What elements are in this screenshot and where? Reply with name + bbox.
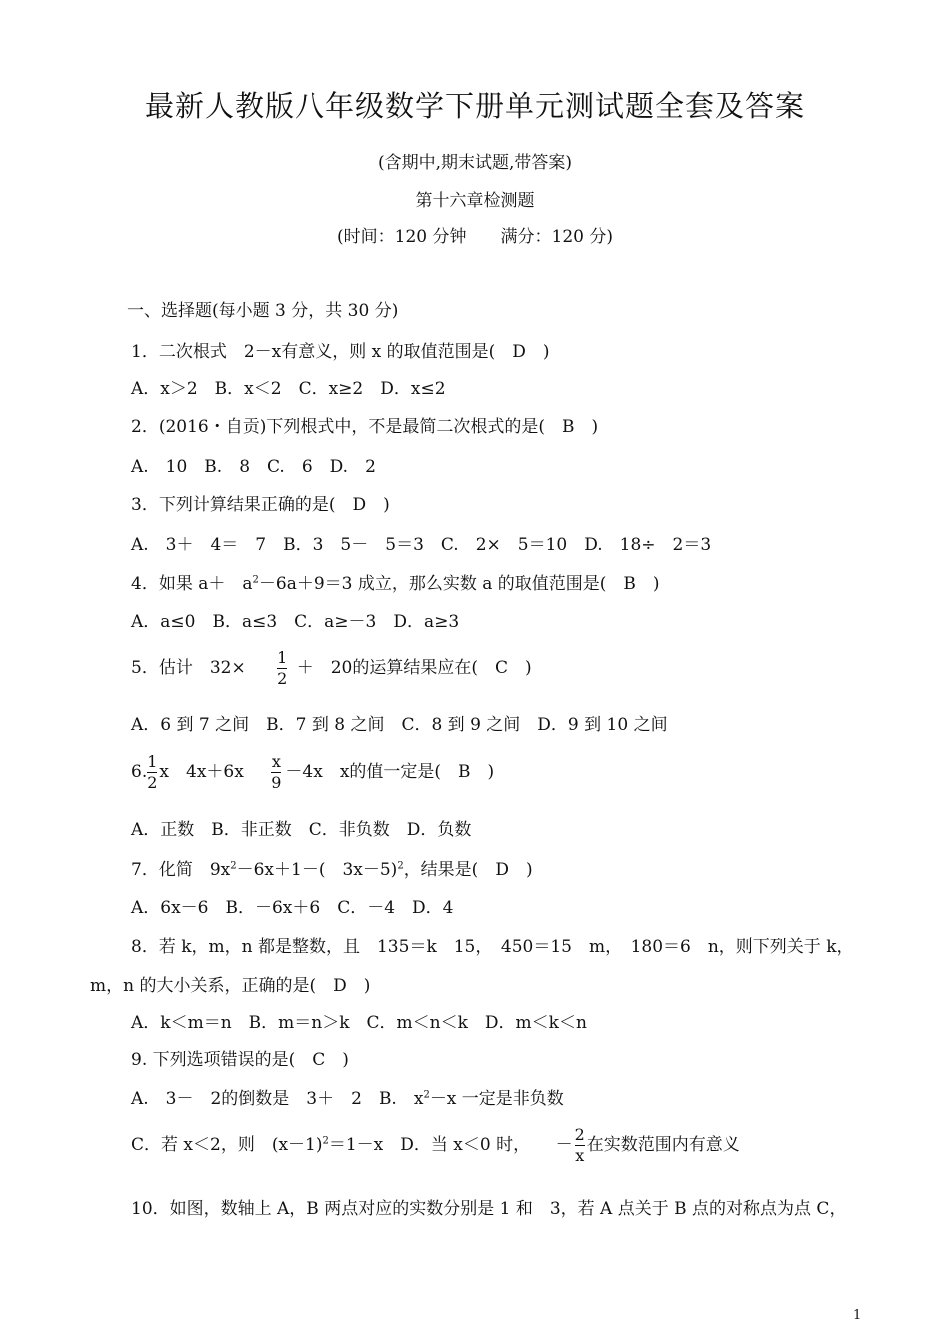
fraction-numerator: 2 bbox=[574, 1125, 585, 1144]
page-number: 1 bbox=[853, 1308, 862, 1323]
question-4-part-a: 4．如果 a＋ a bbox=[131, 574, 253, 594]
question-5-part-b: ＋ 20的运算结果应在( C ) bbox=[296, 658, 532, 678]
fraction-denominator: 2 bbox=[277, 669, 288, 688]
question-3: 3．下列计算结果正确的是( D ) bbox=[131, 495, 390, 515]
question-3-options: A. 3＋ 4＝ 7 B．3 5－ 5＝3 C. 2× 5＝10 D. 18÷ 2＝3 bbox=[131, 535, 712, 555]
question-7 bbox=[131, 855, 533, 880]
question-7-exponent-1: 2 bbox=[230, 860, 237, 872]
question-4-exponent: 2 bbox=[252, 574, 259, 586]
question-6-part-b: x 4x＋6x bbox=[159, 762, 244, 782]
fraction-denominator: 9 bbox=[271, 773, 282, 792]
fraction-numerator: 1 bbox=[277, 648, 288, 667]
question-9-option-a: A. 3－ 2的倒数是 3＋ 2 B. x bbox=[131, 1089, 424, 1109]
question-10: 10．如图，数轴上 A，B 两点对应的实数分别是 1 和 3，若 A 点关于 B 点的对称点为点 C， bbox=[131, 1199, 847, 1219]
question-5-part-a: 5．估计 32× bbox=[131, 658, 246, 678]
subtitle: (含期中,期末试题,带答案) bbox=[377, 153, 573, 173]
question-5 bbox=[131, 650, 532, 687]
question-4 bbox=[131, 569, 660, 594]
question-7-exponent-2: 2 bbox=[397, 860, 404, 872]
question-9-option-d: ＝1－x D．当 x＜0 时， － bbox=[328, 1135, 573, 1155]
fraction-numerator: x bbox=[271, 752, 281, 771]
question-6-fraction-2 bbox=[271, 754, 281, 791]
question-9-exponent: 2 bbox=[423, 1089, 430, 1101]
question-8-options: A．k＜m＝n B．m＝n＞k C．m＜n＜k D．m＜k＜n bbox=[131, 1013, 587, 1033]
question-9-option-b: －x 一定是非负数 bbox=[429, 1089, 564, 1109]
question-6-fraction-1 bbox=[147, 754, 157, 791]
question-7-part-a: 7．化简 9x bbox=[131, 860, 231, 880]
fraction-numerator: 1 bbox=[147, 752, 158, 771]
question-7-part-b: －6x＋1－( 3x－5) bbox=[236, 860, 398, 880]
fraction-denominator: x bbox=[575, 1146, 585, 1165]
question-9-option-c: C．若 x＜2，则 (x－1) bbox=[131, 1135, 323, 1155]
question-9-options-ab bbox=[131, 1084, 564, 1109]
question-8-continued: m，n 的大小关系，正确的是( D ) bbox=[90, 976, 371, 996]
question-4-part-b: －6a＋9＝3 成立，那么实数 a 的取值范围是( B ) bbox=[258, 574, 660, 594]
question-9: 9. 下列选项错误的是( C ) bbox=[131, 1050, 349, 1070]
question-4-options: A．a≤0 B．a≤3 C．a≥－3 D．a≥3 bbox=[131, 612, 460, 632]
question-2: 2．(2016・自贡)下列根式中，不是最简二次根式的是( B ) bbox=[131, 417, 599, 437]
question-5-fraction bbox=[277, 650, 287, 687]
question-9-option-d-tail: 在实数范围内有意义 bbox=[586, 1135, 740, 1155]
chapter-heading: 第十六章检测题 bbox=[415, 191, 535, 211]
question-6-options: A．正数 B．非正数 C．非负数 D．负数 bbox=[131, 820, 472, 840]
fraction-denominator: 2 bbox=[147, 773, 158, 792]
question-9-fraction bbox=[575, 1127, 585, 1164]
question-1-options: A．x＞2 B．x＜2 C．x≥2 D．x≤2 bbox=[131, 379, 446, 399]
time-info: (时间：120 分钟 满分：120 分) bbox=[337, 227, 613, 247]
question-9-options-cd bbox=[131, 1127, 740, 1164]
page-title: 最新人教版八年级数学下册单元测试题全套及答案 bbox=[144, 89, 805, 123]
question-6-part-c: －4x x的值一定是( B ) bbox=[285, 762, 495, 782]
question-6-part-a: 6. bbox=[131, 762, 148, 782]
question-7-part-c: ，结果是( D ) bbox=[403, 860, 533, 880]
question-1: 1．二次根式 2－x有意义，则 x 的取值范围是( D ) bbox=[131, 342, 550, 362]
question-9-exponent-2: 2 bbox=[322, 1135, 329, 1147]
section-heading: 一、选择题(每小题 3 分，共 30 分) bbox=[127, 301, 399, 321]
question-6 bbox=[131, 754, 494, 791]
question-5-options: A．6 到 7 之间 B．7 到 8 之间 C．8 到 9 之间 D．9 到 10 之间 bbox=[131, 715, 668, 735]
question-7-options: A．6x－6 B．－6x＋6 C．－4 D．4 bbox=[131, 898, 454, 918]
question-8: 8．若 k，m，n 都是整数，且 135＝k 15， 450＝15 m， 180＝6 n，则下列关于 k， bbox=[131, 937, 854, 957]
question-2-options: A. 10 B. 8 C. 6 D. 2 bbox=[131, 457, 376, 477]
